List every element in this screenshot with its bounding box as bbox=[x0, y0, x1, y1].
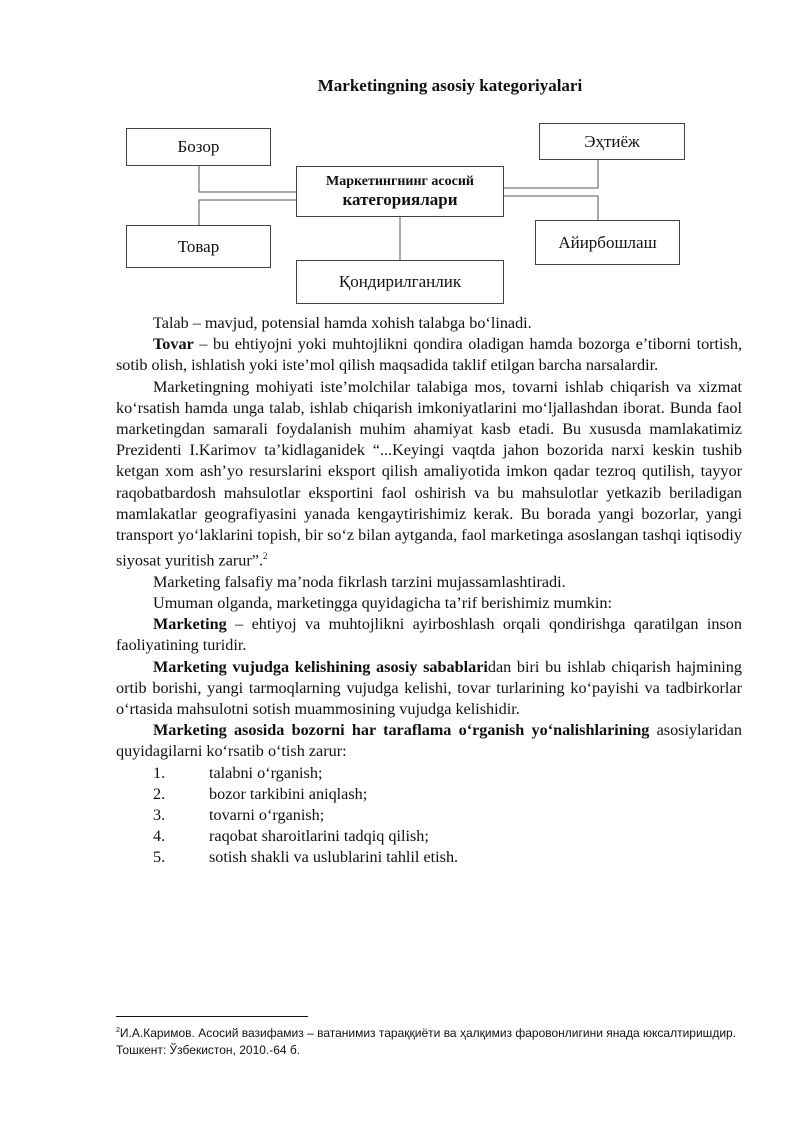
list-item-number: 4. bbox=[153, 827, 166, 846]
page-title: Marketingning asosiy kategoriyalari bbox=[317, 76, 583, 95]
box-tovar-label: Товар bbox=[177, 236, 220, 256]
paragraph-tovar-text: – bu ehtiyojni yoki muhtojlikni qondira oladigan hamda bozorga e’tiborni tortish, sotib olish, ishlatish yoki iste’mol qilish maqsadida taklif etilgan barcha narsalardir. bbox=[116, 335, 742, 375]
list-item bbox=[116, 826, 742, 847]
box-qondirilganlik-label: Қондирилганлик bbox=[338, 272, 462, 291]
term-tovar: Tovar bbox=[153, 335, 194, 354]
paragraph-sabablari bbox=[116, 657, 742, 721]
paragraph-yonalishlar bbox=[116, 720, 742, 762]
connector-ayirboshlash bbox=[504, 196, 598, 220]
center-label-line2: категориялари bbox=[342, 189, 458, 209]
paragraph-umuman: Umuman olganda, marketingga quyidagicha ta’rif berishimiz mumkin: bbox=[153, 594, 612, 613]
list-item bbox=[116, 805, 742, 826]
list-item-text: talabni o‘rganish; bbox=[209, 763, 323, 782]
list-item-text: bozor tarkibini aniqlash; bbox=[209, 784, 368, 803]
footnote-divider bbox=[116, 1016, 308, 1017]
footnote-ref[interactable]: 2 bbox=[263, 551, 268, 562]
term-sabablari: Marketing vujudga kelishining asosiy sabablari bbox=[153, 657, 488, 676]
list-item-text: raqobat sharoitlarini tadqiq qilish; bbox=[209, 827, 429, 846]
paragraph-mohiyati-text: Marketingning mohiyati iste’molchilar talabiga mos, tovarni ishlab chiqarish va xizmat ko‘rsatish hamda unga talab, ishlab chiqarish imkoniyatlarini mo‘ljallashdan iborat. Bunda faol marketingdan samarali foydalanish muhim ahamiyat kasb etadi. Bu xususda mamlakatimiz Prezidenti I.Karimov ta’kidlaganidek “...Keyingi vaqtda jahon bozorida narxi keskin tushib ketgan xom ash’yo resurslarini eksport qilish amaliyotida imkon qadar tezroq qutilish, tayyor raqobatbardosh mahsulotlar eksportini faol oshirish va bu mahsulotlar yetkazib beriladigan mamlakatlar geografiyasini yanada kengaytirishimiz kerak. Bu borada yangi bozorlar, yangi transport yo‘laklarini topish, bir so‘z bilan aytganda, faol marketinga asoslangan tashqi iqtisodiy siyosat yuritish zarur”. bbox=[116, 377, 742, 570]
box-tovar bbox=[126, 225, 271, 268]
paragraph-yonalishlar-text: asosiylaridan quyidagilarni ko‘rsatib o‘tish zarur: bbox=[116, 721, 742, 761]
paragraph-talab: Talab – mavjud, potensial hamda xohish talabga bo‘linadi. bbox=[153, 314, 532, 332]
footnote-text: И.А.Каримов. Асосий вазифамиз – ватанимиз тараққиёти ва ҳалқимиз фаровонлигини янада юксалтиришдир. Тошкент: Ўзбекистон, 2010.-64 б. bbox=[116, 1026, 737, 1057]
box-ayirboshlash bbox=[535, 220, 680, 265]
box-bozor-label: Бозор bbox=[177, 137, 220, 156]
connector-ehtiyoj bbox=[504, 160, 598, 188]
body-text bbox=[116, 313, 742, 869]
list-item-number: 5. bbox=[153, 848, 166, 867]
paragraph-falsafiy: Marketing falsafiy ma’noda fikrlash tarzini mujassamlashtiradi. bbox=[153, 572, 566, 591]
box-ayirboshlash-label: Айирбошлаш bbox=[558, 232, 657, 252]
categories-diagram bbox=[0, 0, 800, 320]
paragraph-marketing-definition bbox=[116, 614, 742, 656]
footnote-marker: 2 bbox=[116, 1027, 120, 1034]
box-bozor bbox=[126, 128, 271, 166]
footnote bbox=[116, 1022, 742, 1059]
list-item-text: sotish shakli va uslublarini tahlil etish. bbox=[209, 848, 459, 867]
term-yonalishlar: Marketing asosida bozorni har taraflama o‘rganish yo‘nalishlarining bbox=[153, 721, 650, 740]
list-item bbox=[116, 847, 742, 868]
box-ehtiyoj-label: Эҳтиёж bbox=[584, 131, 640, 151]
box-ehtiyoj bbox=[539, 123, 685, 160]
term-marketing: Marketing bbox=[153, 615, 227, 634]
center-label-line1: Маркетингнинг асосий bbox=[326, 173, 474, 189]
paragraph-sabablari-text: dan biri bu ishlab chiqarish hajmining ortib borishi, yangi tarmoqlarning vujudga kelishi, tovar turlarining ko‘payishi va tadbirkorlar o‘rtasida mahsulotni sotish muammosining vujudga kelishidir. bbox=[116, 657, 742, 719]
list-item-number: 2. bbox=[153, 784, 166, 803]
list-item-number: 1. bbox=[153, 763, 166, 782]
connector-bozor bbox=[199, 166, 296, 192]
list-item bbox=[116, 784, 742, 805]
paragraph-mohiyati bbox=[116, 377, 742, 572]
box-center-categories bbox=[296, 166, 504, 217]
paragraph-marketing-definition-text: – ehtiyoj va muhtojlikni ayirboshlash orqali qondirishga qaratilgan inson faoliyatining turidir. bbox=[116, 615, 742, 655]
paragraph-tovar bbox=[116, 334, 742, 376]
box-qondirilganlik bbox=[296, 260, 504, 304]
list-item-text: tovarni o‘rganish; bbox=[209, 806, 325, 825]
list-item bbox=[116, 763, 742, 784]
connector-tovar bbox=[199, 200, 296, 225]
list-item-number: 3. bbox=[153, 806, 166, 825]
directions-list bbox=[116, 763, 742, 869]
